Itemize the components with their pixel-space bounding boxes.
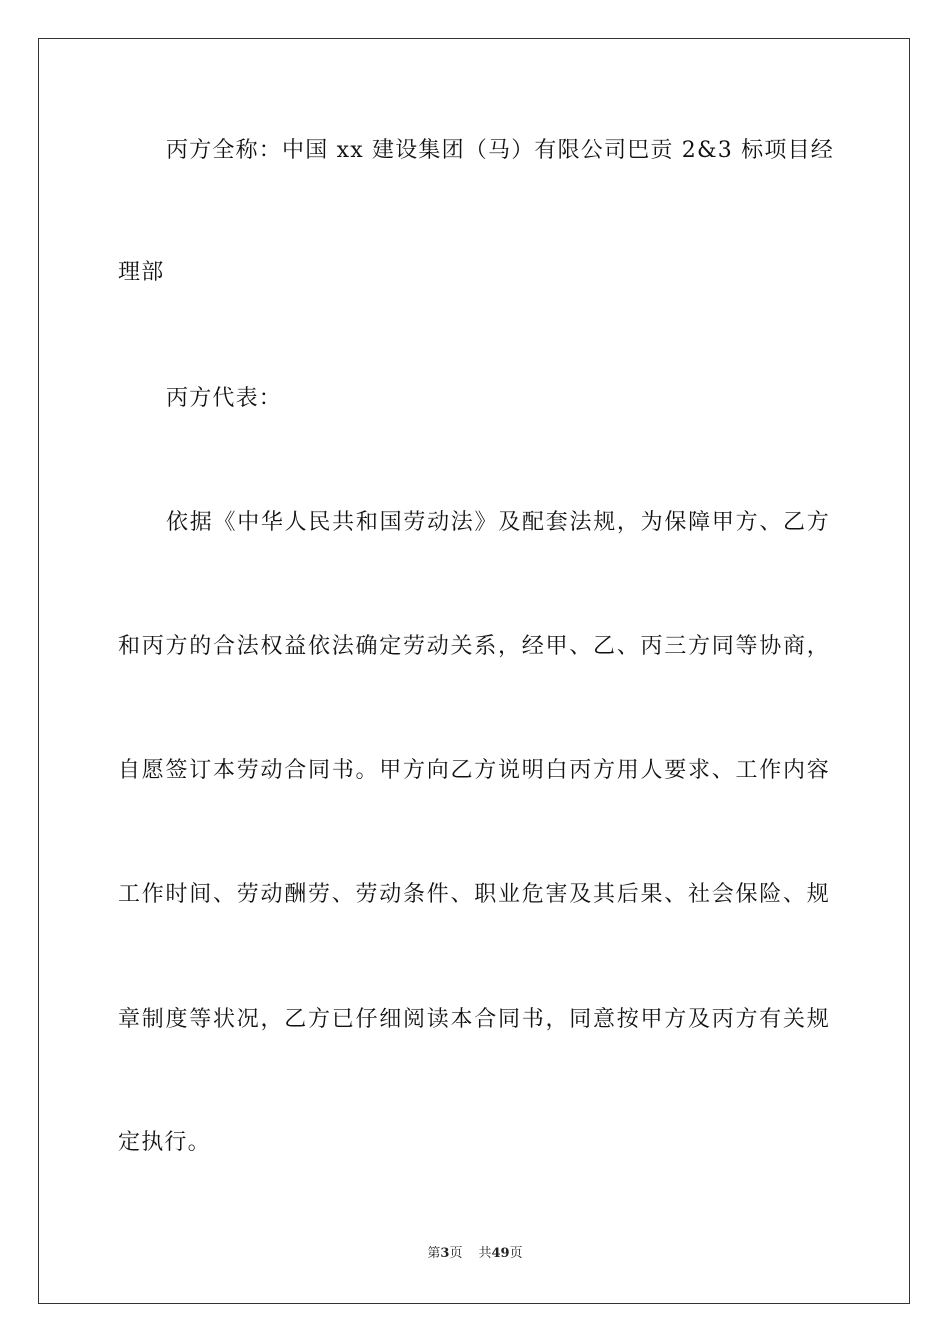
page-footer — [0, 1245, 950, 1263]
text-line-party-c-name-cont: 理部 — [118, 260, 165, 285]
text-line-para-2: 和丙方的合法权益依法确定劳动关系，经甲、乙、丙三方同等协商， — [118, 634, 830, 659]
text-line-party-c-rep: 丙方代表： — [166, 386, 283, 411]
text-line-para-6: 定执行。 — [118, 1130, 211, 1155]
text-line-party-c-name: 丙方全称：中国 xx 建设集团（马）有限公司巴贡 2&3 标项目经 — [166, 138, 834, 163]
footer-page-prefix: 第 — [427, 1246, 441, 1261]
text-line-para-5: 章制度等状况，乙方已仔细阅读本合同书，同意按甲方及丙方有关规 — [118, 1007, 830, 1032]
text-line-para-1: 依据《中华人民共和国劳动法》及配套法规，为保障甲方、乙方 — [166, 510, 830, 535]
footer-total-suffix: 页 — [509, 1246, 523, 1261]
text-line-para-4: 工作时间、劳动酬劳、劳动条件、职业危害及其后果、社会保险、规 — [118, 882, 830, 907]
footer-page-number: 3 — [440, 1246, 450, 1261]
footer-total-prefix: 共 — [478, 1246, 492, 1261]
footer-page-suffix: 页 — [449, 1246, 463, 1261]
page-frame — [38, 38, 910, 1304]
text-line-para-3: 自愿签订本劳动合同书。甲方向乙方说明白丙方用人要求、工作内容 — [118, 758, 830, 783]
footer-total-pages: 49 — [491, 1246, 510, 1261]
